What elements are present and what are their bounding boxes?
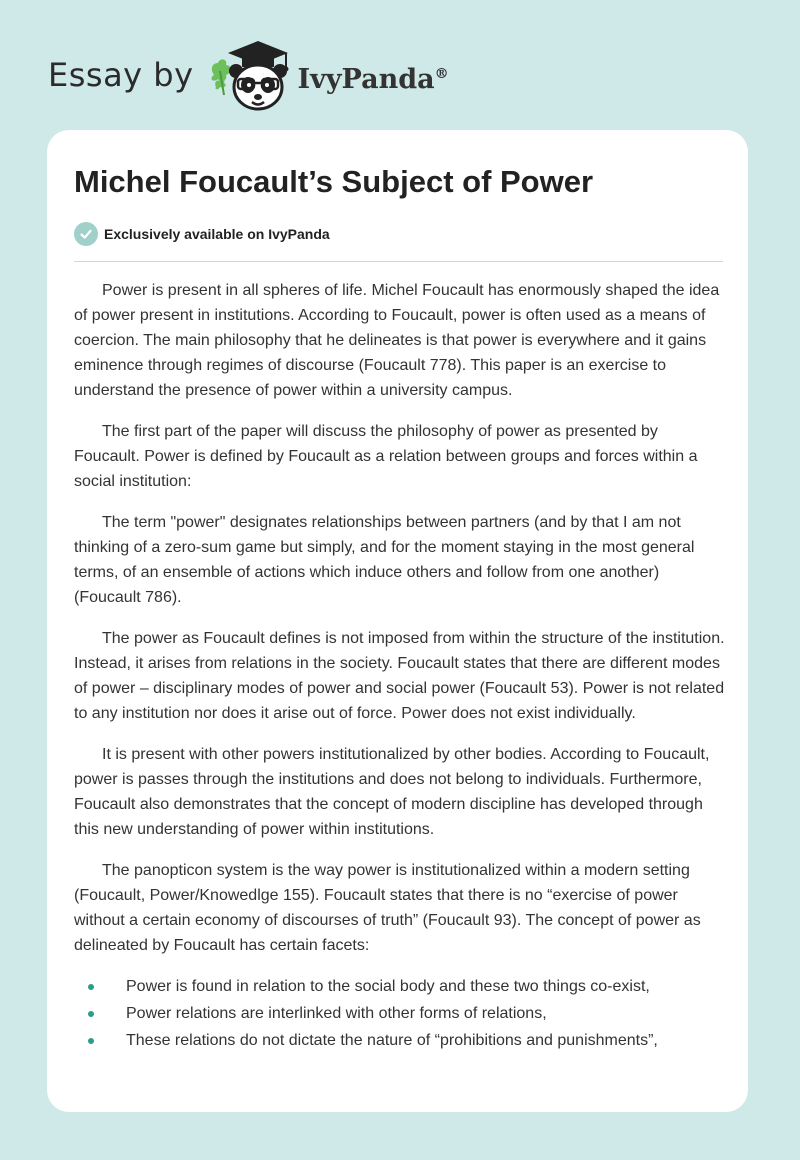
bullet-dot-icon bbox=[88, 1038, 94, 1044]
paragraph: It is present with other powers institutionalized by other bodies. According to Foucault, power is passes through the institutions and does not belong to individuals. Furthermore, Foucault also demonstrates that the concept of modern discipline has developed through this new understanding of power within institutions. bbox=[74, 746, 710, 838]
paragraph: The first part of the paper will discuss the philosophy of power as presented by Foucault. Power is defined by Foucault as a relation between groups and forces within a social institution: bbox=[74, 423, 698, 490]
list-item bbox=[74, 974, 726, 999]
list-item-text: Power is found in relation to the social body and these two things co-exist, bbox=[126, 978, 650, 995]
bullet-dot-icon bbox=[88, 1011, 94, 1017]
site-header bbox=[48, 30, 449, 120]
essay-card bbox=[47, 130, 748, 1112]
title-divider bbox=[74, 261, 723, 262]
exclusive-badge bbox=[74, 222, 330, 246]
trademark-symbol: ® bbox=[434, 65, 449, 82]
page-title: Michel Foucault’s Subject of Power bbox=[74, 164, 594, 199]
brand-name[interactable]: IvyPanda® bbox=[297, 63, 449, 95]
paragraph: Power is present in all spheres of life. Michel Foucault has enormously shaped the idea of power present in institutions. According to Foucault, power is often used as a means of coercion. The main philosophy that he delineates is that power is everywhere and it gains eminence through regimes of discourse (Foucault 778). This paper is an exercise to understand the presence of power within a university campus. bbox=[74, 282, 720, 399]
list-item-text: Power relations are interlinked with other forms of relations, bbox=[126, 1005, 547, 1022]
panda-logo-icon[interactable] bbox=[208, 35, 294, 115]
exclusive-label: Exclusively available on IvyPanda bbox=[104, 226, 330, 242]
facets-list bbox=[74, 974, 726, 1053]
paragraph: The panopticon system is the way power is institutionalized within a modern setting (Foucault, Power/Knowedlge 155). Foucault states that there is no “exercise of power without a certain economy of discourses of truth” (Foucault 93). The concept of power as delineated by Foucault has certain facets: bbox=[74, 862, 701, 954]
bullet-dot-icon bbox=[88, 984, 94, 990]
paragraph: The power as Foucault defines is not imposed from within the structure of the institution. Instead, it arises from relations in the society. Foucault states that there are different modes of power – disciplinary modes of power and social power (Foucault 53). Power is not related to any institution nor does it arise out of force. Power does not exist individually. bbox=[74, 630, 725, 722]
list-item bbox=[74, 1001, 726, 1026]
essay-body bbox=[74, 278, 726, 1055]
list-item-text: These relations do not dictate the nature of “prohibitions and punishments”, bbox=[126, 1032, 658, 1049]
check-circle-icon bbox=[74, 222, 98, 246]
block-quote-paragraph: The term "power" designates relationships between partners (and by that I am not thinking of a zero-sum game but simply, and for the moment staying in the most general terms, of an ensemble of actions which induce others and follow from one another) (Foucault 786). bbox=[74, 514, 695, 606]
essay-by-label: Essay by bbox=[48, 56, 194, 94]
list-item bbox=[74, 1028, 726, 1053]
